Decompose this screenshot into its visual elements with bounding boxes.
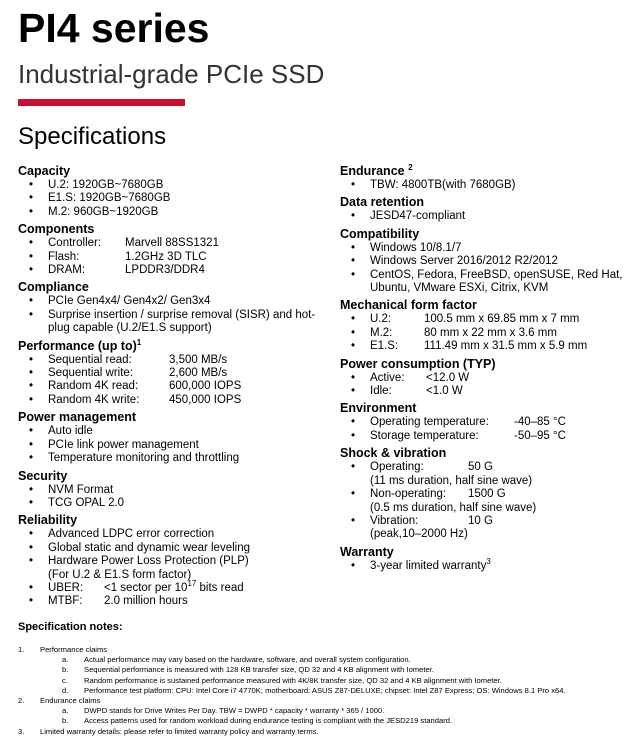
warranty-list	[340, 556, 625, 573]
endurance-heading: Endurance $^2$	[340, 162, 413, 178]
form-factor-heading: Mechanical form factor	[340, 298, 477, 313]
reliability-list	[18, 528, 333, 608]
list-item: • Sequential read: 3,500 MB/s	[18, 354, 333, 367]
specification-notes	[18, 645, 628, 737]
list-item: • TCG OPAL 2.0	[18, 497, 333, 510]
list-item: • MTBF: 2.0 million hours	[18, 595, 333, 608]
warranty-heading: Warranty	[340, 544, 394, 559]
list-item: • UBER: <1 sector per $10^{17}$ bits read	[18, 582, 333, 595]
note-item: 3. Limited warranty details: please refer to limited warranty policy and warranty terms.	[18, 726, 319, 736]
power-consumption-heading: Power consumption (TYP)	[340, 356, 496, 371]
shock-vibration-heading: Shock & vibration	[340, 446, 447, 461]
environment-heading: Environment	[340, 401, 417, 416]
form-factor-list	[340, 313, 625, 353]
compliance-heading: Compliance	[18, 280, 89, 295]
note-subitem: c. Random performance is sustained performance measured with 4K/8K transfer size, QD 32 and 4 KB alignment with Iometer.	[62, 675, 502, 685]
list-item: • U.2: 100.5 mm x 69.85 mm x 7 mm	[340, 313, 625, 326]
environment-list	[340, 416, 625, 443]
brand-accent-bar	[18, 99, 185, 106]
list-item: • JESD47-compliant	[340, 210, 625, 223]
list-item: • Operating temperature: -40–85 °C	[340, 416, 625, 429]
list-item: • E1.S: 1920GB~7680GB	[18, 192, 333, 205]
list-item: • Windows Server 2016/2012 R2/2012	[340, 255, 625, 268]
note-subitem: b. Sequential performance is measured with 128 KB transfer size, QD 32 and 4 KB alignment with Iometer.	[62, 665, 434, 675]
shock-vibration-list	[340, 461, 625, 541]
note-item: 2. Endurance claims	[18, 696, 101, 706]
note-subitem: a. Actual performance may vary based on the hardware, software, and overall system configuration.	[62, 655, 411, 665]
power-management-heading: Power management	[18, 410, 137, 425]
note-subitem: a. DWPD stands for Drive Writes Per Day. TBW = DWPD * capacity * warranty * 365 / 1000.	[62, 706, 385, 716]
list-item: • Non-operating: 1500 G (0.5 ms duration, half sine wave)	[340, 488, 625, 515]
capacity-heading: Capacity	[18, 164, 71, 178]
security-list	[18, 484, 333, 511]
list-item: • 3-year limited warranty$^3$	[340, 560, 625, 573]
reliability-heading: Reliability	[18, 513, 78, 528]
compliance-list	[18, 295, 333, 335]
list-item: • Sequential write: 2,600 MB/s	[18, 367, 333, 380]
components-list	[18, 237, 333, 277]
list-item: • Flash: 1.2GHz 3D TLC	[18, 251, 333, 264]
list-item: • Hardware Power Loss Protection (PLP) (For U.2 & E1.S form factor)	[18, 555, 333, 582]
data-retention-heading: Data retention	[340, 195, 425, 210]
list-item: • Windows 10/8.1/7	[340, 242, 625, 255]
product-title: PI4 series	[18, 5, 210, 51]
list-item: • NVM Format	[18, 484, 333, 497]
specs-right-column	[340, 164, 625, 573]
list-item: • Advanced LDPC error correction	[18, 528, 333, 541]
list-item: • Active: <12.0 W	[340, 372, 625, 385]
performance-list	[18, 354, 333, 408]
product-subtitle: Industrial-grade PCIe SSD	[18, 59, 325, 89]
list-item: • M.2: 80 mm x 22 mm x 3.6 mm	[340, 327, 625, 340]
note-subitem: d. Performance test platform: CPU: Intel Core i7 4770K; motherboard: ASUS Z87-DELUXE; chipset: Intel Z87 Express; OS: Windows 8.1 Pro x64.	[62, 685, 566, 695]
list-item: • Global static and dynamic wear leveling	[18, 542, 333, 555]
list-item: • Vibration: 10 G (peak,10–2000 Hz)	[340, 515, 625, 542]
list-item: • Temperature monitoring and throttling	[18, 452, 333, 465]
compatibility-list	[340, 242, 625, 296]
security-heading: Security	[18, 468, 68, 483]
list-item: • TBW: 4800TB(with 7680GB)	[340, 179, 625, 192]
list-item: • DRAM: LPDDR3/DDR4	[18, 264, 333, 277]
list-item: • Idle: <1.0 W	[340, 385, 625, 398]
endurance-list	[340, 179, 625, 192]
list-item: • Auto idle	[18, 425, 333, 438]
list-item: • Controller: Marvell 88SS1321	[18, 237, 333, 250]
performance-heading: Performance (up to)$^1$	[18, 337, 142, 353]
note-item: 1. Performance claims	[18, 645, 108, 654]
list-item: • Surprise insertion / surprise removal (SISR) and hot-plug capable (U.2/E1.S support)	[18, 309, 333, 336]
specification-notes-heading: Specification notes:	[18, 621, 123, 633]
list-item: • E1.S: 111.49 mm x 31.5 mm x 5.9 mm	[340, 340, 625, 353]
list-item: • Random 4K read: 600,000 IOPS	[18, 380, 333, 393]
capacity-list	[18, 179, 333, 219]
specifications-heading: Specifications	[18, 123, 167, 150]
compatibility-heading: Compatibility	[340, 226, 420, 241]
list-item: • U.2: 1920GB~7680GB	[18, 179, 333, 192]
list-item: • Operating: 50 G (11 ms duration, half sine wave)	[340, 461, 625, 488]
list-item: • M.2: 960GB~1920GB	[18, 206, 333, 219]
power-consumption-list	[340, 372, 625, 399]
data-retention-list	[340, 210, 625, 223]
list-item: • CentOS, Fedora, FreeBSD, openSUSE, Red Hat, Ubuntu, VMware ESXi, Citrix, KVM	[340, 269, 625, 296]
list-item: • Random 4K write: 450,000 IOPS	[18, 394, 333, 407]
list-item: • PCIe Gen4x4/ Gen4x2/ Gen3x4	[18, 295, 333, 308]
specs-left-column	[18, 164, 333, 609]
note-subitem: b. Access patterns used for random workload during endurance testing is compliant with the JESD219 standard.	[62, 716, 453, 726]
components-heading: Components	[18, 222, 95, 237]
list-item: • PCIe link power management	[18, 439, 333, 452]
power-management-list	[18, 425, 333, 465]
list-item: • Storage temperature: -50–95 °C	[340, 430, 625, 443]
